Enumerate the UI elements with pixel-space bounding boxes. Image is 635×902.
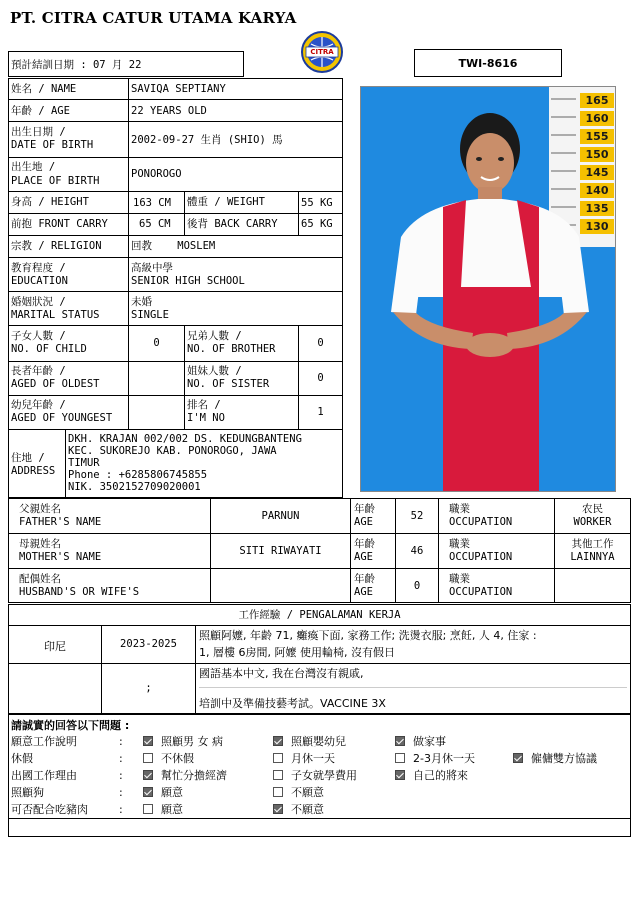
question-label: 可否配合吃豬肉 [11, 803, 88, 816]
address-line: KEC. SUKOREJO KAB. PONOROGO, JAWA [68, 445, 277, 457]
education-label-en: EDUCATION [11, 275, 68, 287]
question-colon: : [119, 735, 123, 748]
child-label-en: NO. OF CHILD [11, 343, 87, 355]
logo-text: CITRA [310, 48, 334, 56]
marital-label-en: MARITAL STATUS [11, 309, 100, 321]
mother-label-en: MOTHER'S NAME [19, 551, 102, 563]
oldest-label-en: AGED OF OLDEST [11, 378, 100, 390]
mother-occ-label: 職業 [449, 538, 470, 550]
checkbox-unchecked-icon[interactable] [143, 804, 153, 814]
address-line: TIMUR [68, 457, 100, 469]
spouse-occ-label: 職業 [449, 573, 470, 585]
religion-value: 回教 MOSLEM [131, 240, 216, 252]
worker-photo [360, 86, 616, 492]
training-note: 培訓中及準備技藝考試。VACCINE 3X [199, 697, 386, 710]
bio-table [8, 78, 343, 498]
option-label: 月休一天 [291, 752, 335, 765]
option-label: 願意 [161, 803, 183, 816]
option-checkbox[interactable] [273, 784, 324, 801]
front-carry-label: 前抱 FRONT CARRY [11, 218, 108, 230]
question-label: 照顧狗 [11, 786, 44, 799]
education-value-cn: 高級中學 [131, 262, 173, 274]
address-label-en: ADDRESS [11, 465, 56, 477]
sister-label-en: NO. OF SISTER [187, 378, 270, 390]
question-colon: : [119, 752, 123, 765]
age-label: 年齡 / AGE [11, 105, 70, 117]
sister-label: 姐妹人數 / [187, 365, 242, 377]
education-label: 教育程度 / [11, 262, 66, 274]
weight-label: 體重 / WEIGHT [187, 196, 265, 208]
footer-box [8, 819, 631, 837]
spouse-label: 配偶姓名 [19, 573, 61, 585]
work-row2-period: ; [145, 682, 152, 694]
address-line: DKH. KRAJAN 002/002 DS. KEDUNGBANTENG [68, 433, 302, 445]
youngest-label-en: AGED OF YOUNGEST [11, 412, 113, 424]
option-label: 做家事 [413, 735, 446, 748]
option-checkbox[interactable] [395, 733, 446, 750]
scale-mark: 150 [580, 147, 614, 162]
spouse-age: 0 [413, 580, 421, 592]
spouse-age-label-en: AGE [354, 586, 373, 598]
father-occ-label-en: OCCUPATION [449, 516, 513, 528]
option-label: 僱傭雙方協議 [531, 752, 597, 765]
marital-label: 婚姻狀況 / [11, 296, 66, 308]
mother-label: 母親姓名 [19, 538, 61, 550]
sister-value: 0 [317, 372, 324, 384]
pob-label: 出生地 / [11, 161, 56, 173]
father-age-label: 年齡 [354, 503, 375, 515]
spouse-age-label: 年齡 [354, 573, 375, 585]
option-checkbox[interactable] [513, 750, 597, 767]
option-checkbox[interactable] [273, 767, 357, 784]
option-checkbox[interactable] [143, 750, 194, 767]
father-occupation: 农民 [582, 503, 603, 515]
back-carry-value: 65 KG [301, 218, 333, 230]
option-label: 照顧嬰幼兒 [291, 735, 346, 748]
work-description: 照顧阿嬤, 年齡 71, 癱瘓下面, 家務工作; 洗燙衣服; 烹飪, 人 4, 住家 : [199, 629, 537, 642]
brother-label: 兄弟人數 / [187, 330, 242, 342]
father-label: 父親姓名 [19, 503, 61, 515]
scale-mark: 160 [580, 111, 614, 126]
training-end-date: 預計結訓日期 : 07 月 22 [11, 59, 142, 71]
name-value: SAVIQA SEPTIANY [131, 83, 226, 95]
rank-value: 1 [317, 406, 324, 418]
checkbox-checked-icon[interactable] [143, 787, 153, 797]
mother-age-label: 年齡 [354, 538, 375, 550]
option-checkbox[interactable] [273, 801, 324, 818]
company-logo [300, 30, 344, 74]
weight-value: 55 KG [301, 197, 333, 209]
pob-label-en: PLACE OF BIRTH [11, 175, 100, 187]
option-label: 不願意 [291, 786, 324, 799]
scale-mark: 155 [580, 129, 614, 144]
mother-age-label-en: AGE [354, 551, 373, 563]
checkbox-unchecked-icon[interactable] [273, 770, 283, 780]
checkbox-unchecked-icon[interactable] [273, 753, 283, 763]
mother-age: 46 [410, 545, 424, 557]
father-label-en: FATHER'S NAME [19, 516, 102, 528]
phone-line: Phone : +6285806745855 [68, 469, 208, 481]
option-checkbox[interactable] [395, 750, 475, 767]
scale-mark: 145 [580, 165, 614, 180]
rank-label-en: I'M NO [187, 412, 225, 424]
scale-mark: 140 [580, 183, 614, 198]
question-label: 願意工作說明 [11, 735, 77, 748]
child-label: 子女人數 / [11, 330, 66, 342]
youngest-label: 幼兒年齡 / [11, 399, 66, 411]
work-description-2: 1, 層樓 6房間, 阿嬤 使用輪椅, 沒有假日 [199, 646, 395, 659]
family-table [8, 498, 631, 603]
spouse-label-en: HUSBAND'S OR WIFE'S [19, 586, 140, 598]
work-experience-table [8, 604, 631, 714]
mother-occupation-en: LAINNYA [570, 551, 615, 563]
checkbox-unchecked-icon[interactable] [395, 753, 405, 763]
brother-label-en: NO. OF BROTHER [187, 343, 276, 355]
questions-title: 請誠實的回答以下問題 : [11, 719, 130, 732]
option-checkbox[interactable] [143, 767, 227, 784]
option-label: 幫忙分擔經濟 [161, 769, 227, 782]
age-value: 22 YEARS OLD [131, 105, 207, 117]
checkbox-unchecked-icon[interactable] [273, 787, 283, 797]
option-label: 自己的將來 [413, 769, 468, 782]
spouse-occ-label-en: OCCUPATION [449, 586, 513, 598]
work-period: 2023-2025 [120, 638, 177, 650]
name-label: 姓名 / NAME [11, 83, 77, 95]
language-note: 國語基本中文, 我在台灣沒有親戚, [199, 667, 364, 680]
checkbox-checked-icon[interactable] [143, 736, 153, 746]
option-label: 不願意 [291, 803, 324, 816]
option-label: 不休假 [161, 752, 194, 765]
address-label: 住地 / [11, 452, 45, 464]
mother-name: SITI RIWAYATI [239, 545, 322, 557]
code-box [414, 49, 562, 77]
marital-value-cn: 未婚 [131, 296, 152, 308]
child-value: 0 [153, 337, 160, 349]
question-label: 休假 [11, 752, 33, 765]
checkbox-checked-icon[interactable] [395, 736, 405, 746]
option-checkbox[interactable] [395, 767, 468, 784]
checkbox-checked-icon[interactable] [513, 753, 523, 763]
checkbox-checked-icon[interactable] [143, 770, 153, 780]
father-age: 52 [410, 510, 424, 522]
questions-table [8, 714, 631, 819]
question-colon: : [119, 786, 123, 799]
religion-label: 宗教 / RELIGION [11, 240, 102, 252]
checkbox-checked-icon[interactable] [273, 804, 283, 814]
education-value-en: SENIOR HIGH SCHOOL [131, 275, 245, 287]
height-value: 163 CM [133, 197, 171, 209]
work-country: 印尼 [44, 640, 66, 653]
mother-occ-label-en: OCCUPATION [449, 551, 513, 563]
back-carry-label: 後背 BACK CARRY [187, 218, 278, 230]
brother-value: 0 [317, 337, 324, 349]
checkbox-checked-icon[interactable] [395, 770, 405, 780]
option-checkbox[interactable] [143, 801, 183, 818]
father-occupation-en: WORKER [573, 516, 612, 528]
training-end-box [8, 51, 244, 77]
question-colon: : [119, 769, 123, 782]
company-name: PT. CITRA CATUR UTAMA KARYA [10, 9, 297, 27]
option-label: 願意 [161, 786, 183, 799]
scale-mark: 130 [580, 219, 614, 234]
dob-value: 2002-09-27 生肖 (SHIO) 馬 [131, 134, 283, 146]
option-checkbox[interactable] [143, 784, 183, 801]
pob-value: PONOROGO [131, 168, 182, 180]
dob-label: 出生日期 / [11, 126, 66, 138]
mother-occupation: 其他工作 [571, 538, 614, 550]
father-occ-label: 職業 [449, 503, 470, 515]
option-label: 照顧男 女 病 [161, 735, 223, 748]
dob-label-en: DATE OF BIRTH [11, 139, 94, 151]
nik-line: NIK. 3502152709020001 [68, 481, 201, 493]
oldest-label: 長者年齡 / [11, 365, 66, 377]
marital-value-en: SINGLE [131, 309, 169, 321]
option-checkbox[interactable] [273, 733, 346, 750]
scale-mark: 165 [580, 93, 614, 108]
height-label: 身高 / HEIGHT [11, 196, 89, 208]
question-colon: : [119, 803, 123, 816]
question-label: 出國工作理由 [11, 769, 77, 782]
father-name: PARNUN [261, 510, 300, 522]
scale-mark: 135 [580, 201, 614, 216]
checkbox-checked-icon[interactable] [273, 736, 283, 746]
front-carry-value: 65 CM [139, 218, 171, 230]
checkbox-unchecked-icon[interactable] [143, 753, 153, 763]
work-experience-header: 工作經驗 / PENGALAMAN KERJA [238, 609, 401, 621]
option-checkbox[interactable] [143, 733, 223, 750]
worker-code: TWI-8616 [458, 57, 518, 70]
option-label: 子女就學費用 [291, 769, 357, 782]
rank-label: 排名 / [187, 399, 221, 411]
father-age-label-en: AGE [354, 516, 373, 528]
option-checkbox[interactable] [273, 750, 335, 767]
option-label: 2-3月休一天 [413, 752, 475, 765]
